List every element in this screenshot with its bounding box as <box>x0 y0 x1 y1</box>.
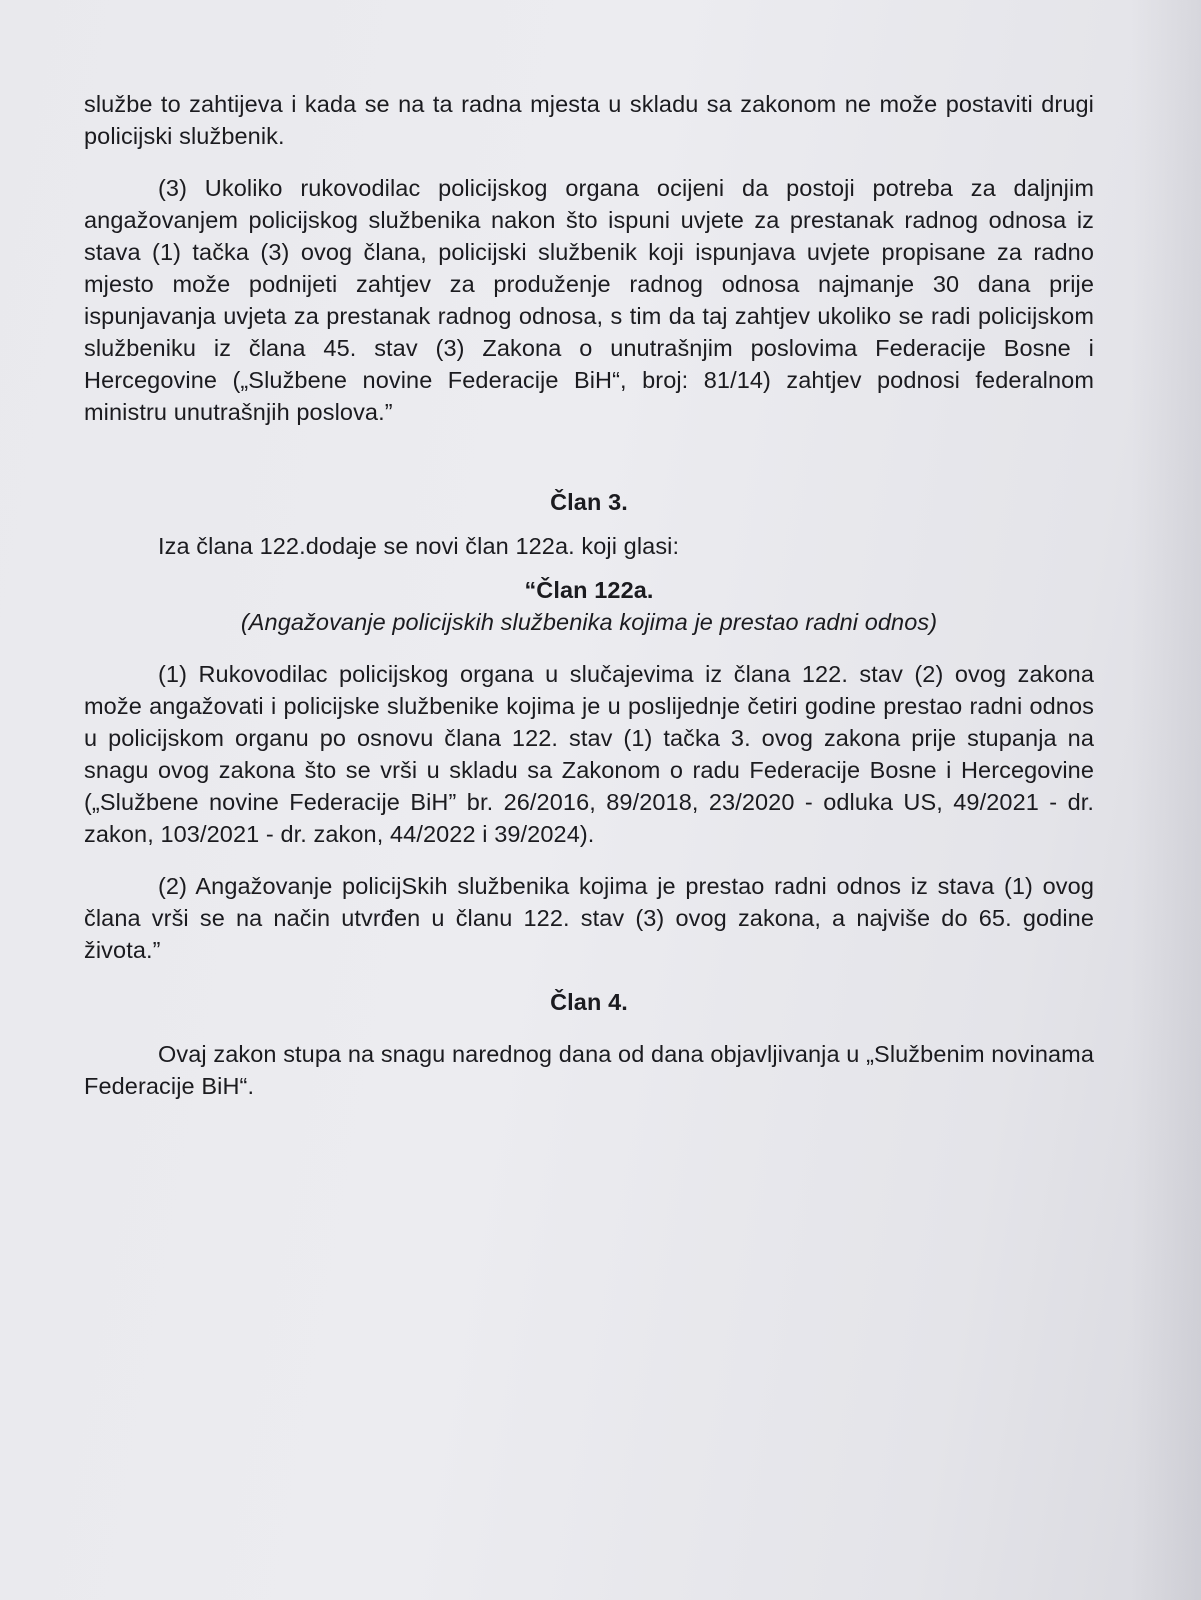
clan-122a-stav-2: (2) Angažovanje policijSkih službenika kojima je prestao radni odnos iz stava (1) ovog člana vrši se na način utvrđen u članu 122. stav (3) ovog zakona, a najviše do 65. godine života.” <box>84 873 1094 963</box>
paragraph-continuation: službe to zahtijeva i kada se na ta radna mjesta u skladu sa zakonom ne može postaviti drugi policijski službenik. <box>84 91 1094 149</box>
clan-4-text: Ovaj zakon stupa na snagu narednog dana od dana objavljivanja u „Službenim novinama Federacije BiH“. <box>84 1041 1094 1099</box>
clan-3-intro: Iza člana 122.dodaje se novi član 122a. koji glasi: <box>158 533 680 559</box>
page-edge-shadow <box>1131 0 1201 1600</box>
heading-clan-4: Član 4. <box>550 989 628 1015</box>
clan-122a-stav-1: (1) Rukovodilac policijskog organa u slučajevima iz člana 122. stav (2) ovog zakona može angažovati i policijske službenike kojima je u poslijednje četiri godine prestao radni odnos u policijskom organu po osnovu člana 122. stav (1) tačka 3. ovog zakona prije stupanja na snagu ovog zakona što se vrši u skladu sa Zakonom o radu Federacije Bosne i Hercegovine („Službene novine Federacije BiH” br. 26/2016, 89/2018, 23/2020 - odluka US, 49/2021 - dr. zakon, 103/2021 - dr. zakon, 44/2022 i 39/2024). <box>84 661 1094 847</box>
document-body <box>84 88 1094 1102</box>
heading-clan-122a: “Član 122a. <box>524 577 654 603</box>
paragraph-stav-3: (3) Ukoliko rukovodilac policijskog organa ocijeni da postoji potreba za daljnjim angažovanjem policijskog službenika nakon što ispuni uvjete za prestanak radnog odnosa iz stava (1) tačka (3) ovog člana, policijski službenik koji ispunjava uvjete propisane za radno mjesto može podnijeti zahtjev za produženje radnog odnosa najmanje 30 dana prije ispunjavanja uvjeta za prestanak radnog odnosa, s tim da taj zahtjev ukoliko se radi policijskom službeniku iz člana 45. stav (3) Zakona o unutrašnjim poslovima Federacije Bosne i Hercegovine („Službene novine Federacije BiH“, broj: 81/14) zahtjev podnosi federalnom ministru unutrašnjih poslova.” <box>84 175 1094 425</box>
clan-122a-subtitle: (Angažovanje policijskih službenika kojima je prestao radni odnos) <box>240 609 938 635</box>
heading-clan-3: Član 3. <box>550 489 628 515</box>
